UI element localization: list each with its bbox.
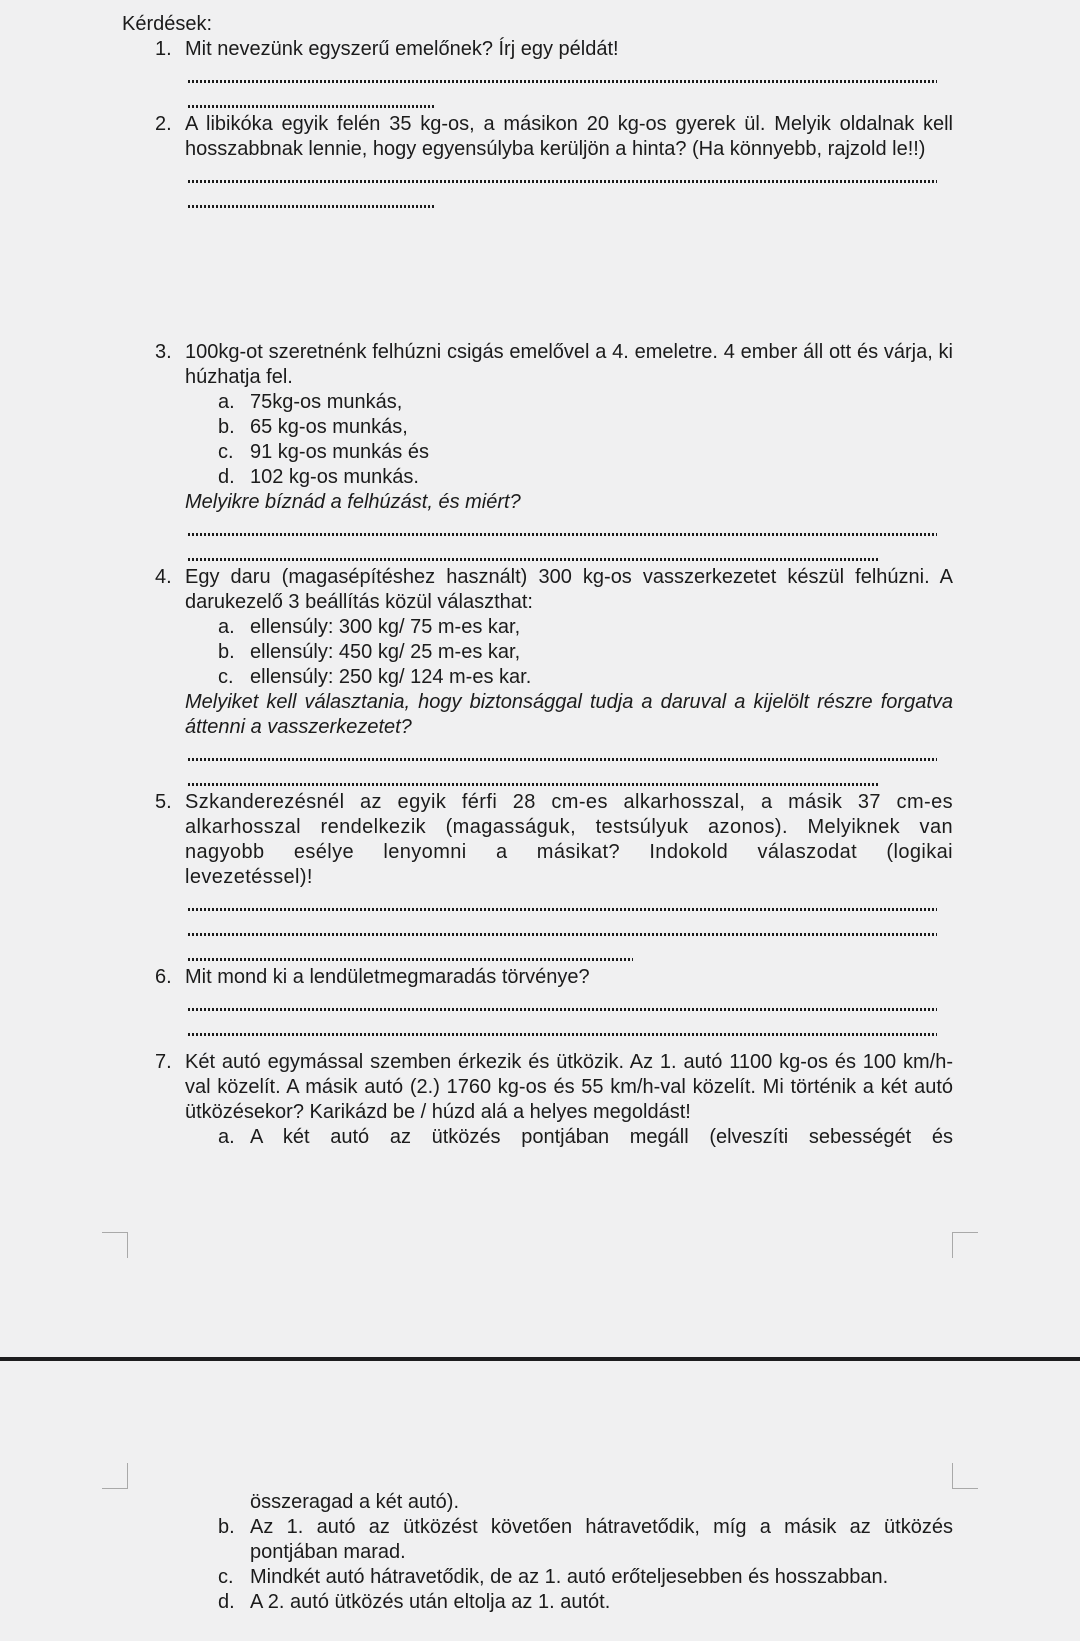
option-text: 91 kg-os munkás és <box>250 441 429 463</box>
question-4-number: 4. <box>155 566 172 588</box>
question-1-text: Mit nevezünk egyszerű emelőnek? Írj egy példát! <box>185 38 619 60</box>
question-1-number: 1. <box>155 38 172 60</box>
option-text: ellensúly: 250 kg/ 124 m-es kar. <box>250 666 532 688</box>
question-3-number: 3. <box>155 341 172 363</box>
question-2 <box>122 112 953 212</box>
option-text: összeragad a két autó). <box>250 1491 460 1513</box>
answer-dotted-line <box>185 915 953 940</box>
option-text: ellensúly: 300 kg/ 75 m-es kar, <box>250 616 521 638</box>
option-letter: b. <box>218 416 235 438</box>
option-letter: d. <box>218 466 235 488</box>
answer-dotted-line <box>185 740 953 765</box>
question-7-number: 7. <box>155 1051 172 1073</box>
question-6-number: 6. <box>155 966 172 988</box>
option-text: A 2. autó ütközés után eltolja az 1. autót. <box>250 1591 611 1613</box>
page1-bottom-right-margin-mark <box>952 1232 978 1258</box>
answer-dotted-line <box>185 187 953 212</box>
question-7-option-d <box>185 1590 953 1615</box>
question-3-option-a <box>185 390 953 415</box>
question-3-option-b <box>185 415 953 440</box>
question-7-text: Két autó egymással szemben érkezik és ütközik. Az 1. autó 1100 kg-os és 100 km/h-val közelít. A másik autó (2.) 1760 kg-os és 55 km/h-val közelít. Mi történik a két autó ütközésekor? Karikázd be / húzd alá a helyes megoldást! <box>185 1051 953 1123</box>
page1-bottom-left-margin-mark <box>102 1232 128 1258</box>
question-3-option-d <box>185 465 953 490</box>
question-5-number: 5. <box>155 791 172 813</box>
question-7-option-a <box>185 1125 953 1150</box>
question-4-option-a <box>185 615 953 640</box>
page-break-divider <box>0 1357 1080 1361</box>
option-text: 102 kg-os munkás. <box>250 466 419 488</box>
option-letter: c. <box>218 666 234 688</box>
question-6-text: Mit mond ki a lendületmegmaradás törvénye? <box>185 966 590 988</box>
option-letter <box>185 1490 250 1515</box>
question-5-text: Szkanderezésnél az egyik férfi 28 cm-es alkarhosszal, a másik 37 cm-es alkarhosszal rendelkezik (magasságuk, testsúlyuk azonos). Melyiknek van nagyobb esélye lenyomni a másikat? Indokold válaszodat (logikai levezetéssel)! <box>185 791 953 888</box>
question-7 <box>122 1050 953 1150</box>
answer-dotted-line <box>185 515 953 540</box>
question-4 <box>122 565 953 790</box>
option-letter: a. <box>218 1126 235 1148</box>
question-7-option-a-continued <box>185 1490 953 1515</box>
option-letter: b. <box>218 1516 235 1538</box>
question-5 <box>122 790 953 965</box>
question-6 <box>122 965 953 1040</box>
option-letter: d. <box>218 1591 235 1613</box>
question-4-prompt: Melyiket kell választania, hogy biztonsággal tudja a daruval a kijelölt részre forgatva áttenni a vasszerkezetet? <box>185 691 953 738</box>
question-1 <box>122 37 953 112</box>
question-3-prompt: Melyikre bíznád a felhúzást, és miért? <box>185 491 521 513</box>
question-3 <box>122 340 953 565</box>
page2-top-right-margin-mark <box>952 1463 978 1489</box>
answer-dotted-line <box>185 87 953 112</box>
option-text: Mindkét autó hátravetődik, de az 1. autó erőteljesebben és hosszabban. <box>250 1566 889 1588</box>
page2-content <box>122 1490 953 1615</box>
question-3-option-c <box>185 440 953 465</box>
answer-dotted-line <box>185 162 953 187</box>
page2-top-left-margin-mark <box>102 1463 128 1489</box>
question-3-text: 100kg-ot szeretnénk felhúzni csigás emelővel a 4. emeletre. 4 ember áll ott és várja, ki húzhatja fel. <box>185 341 953 388</box>
answer-dotted-line <box>185 765 953 790</box>
question-4-option-b <box>185 640 953 665</box>
option-text: 75kg-os munkás, <box>250 391 403 413</box>
answer-dotted-line <box>185 62 953 87</box>
answer-dotted-line <box>185 940 953 965</box>
option-letter: b. <box>218 641 235 663</box>
question-7-option-b <box>185 1515 953 1565</box>
answer-dotted-line <box>185 540 953 565</box>
option-letter: a. <box>218 616 235 638</box>
option-text: A két autó az ütközés pontjában megáll (elveszíti sebességét és <box>250 1126 953 1148</box>
option-text: Az 1. autó az ütközést követően hátravetődik, míg a másik az ütközés pontjában marad. <box>250 1516 953 1563</box>
option-text: ellensúly: 450 kg/ 25 m-es kar, <box>250 641 521 663</box>
question-2-number: 2. <box>155 113 172 135</box>
question-4-text: Egy daru (magasépítéshez használt) 300 kg-os vasszerkezetet készül felhúzni. A darukezelő 3 beállítás közül választhat: <box>185 566 953 613</box>
question-7-option-c <box>185 1565 953 1590</box>
option-text: 65 kg-os munkás, <box>250 416 408 438</box>
answer-dotted-line <box>185 890 953 915</box>
option-letter: a. <box>218 391 235 413</box>
question-2-text: A libikóka egyik felén 35 kg-os, a másikon 20 kg-os gyerek ül. Melyik oldalnak kell hosszabbnak lennie, hogy egyensúlyba kerüljön a hinta? (Ha könnyebb, rajzold le!!) <box>185 113 953 160</box>
option-letter: c. <box>218 1566 234 1588</box>
answer-dotted-line <box>185 990 953 1015</box>
questions-heading: Kérdések: <box>122 13 213 35</box>
question-4-option-c <box>185 665 953 690</box>
option-letter: c. <box>218 441 234 463</box>
answer-dotted-line <box>185 1015 953 1040</box>
